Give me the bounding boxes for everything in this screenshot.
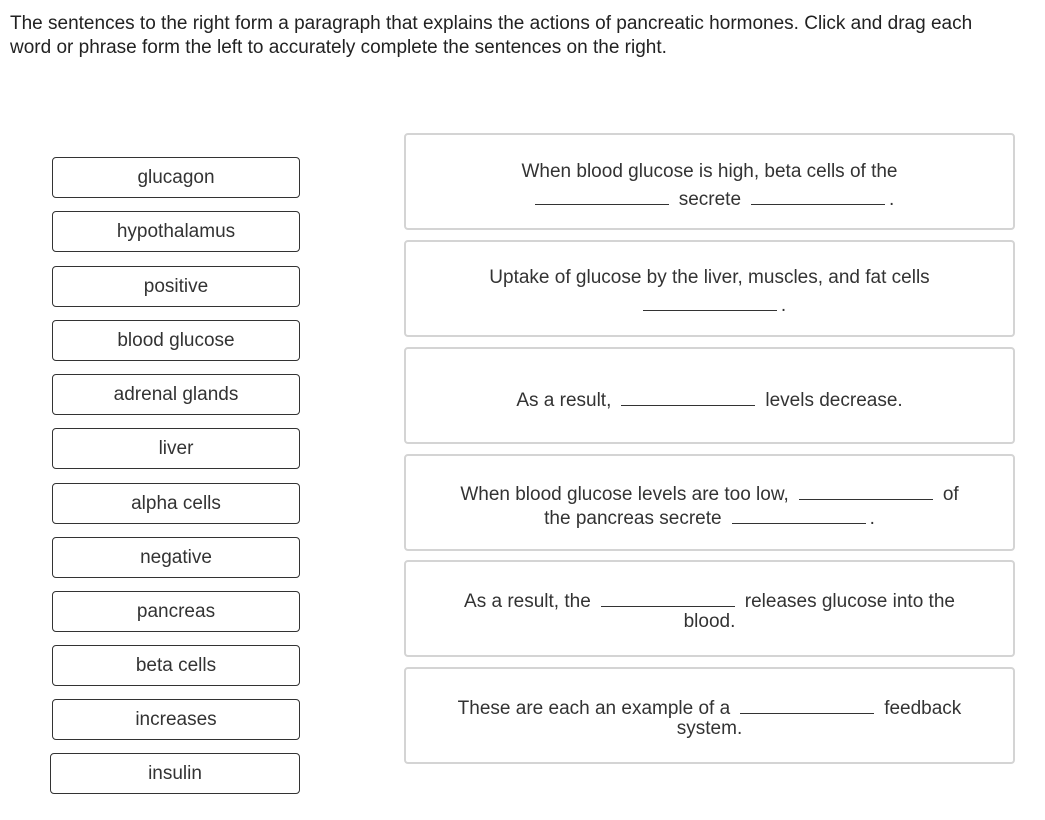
sentence-text: levels decrease. xyxy=(765,390,903,411)
sentence-text: blood. xyxy=(683,611,736,632)
word-chip-glucagon[interactable] xyxy=(52,157,300,198)
sentence-text: system. xyxy=(676,718,743,739)
drop-blank[interactable] xyxy=(643,290,777,311)
word-chip-hypothalamus[interactable] xyxy=(52,211,300,252)
word-chip-positive[interactable] xyxy=(52,266,300,307)
sentence-text: As a result, the xyxy=(464,591,591,612)
word-chip-label: pancreas xyxy=(136,600,216,622)
word-chip-label: liver xyxy=(158,437,194,459)
word-chip-label: positive xyxy=(143,275,209,297)
word-chip-beta-cells[interactable] xyxy=(52,645,300,686)
sentence-text: . xyxy=(889,189,895,210)
word-chip-label: blood glucose xyxy=(117,329,235,351)
drop-blank[interactable] xyxy=(751,184,885,205)
word-chip-liver[interactable] xyxy=(52,428,300,469)
sentence-box-4 xyxy=(404,454,1015,551)
sentence-box-2 xyxy=(404,240,1015,337)
drop-blank[interactable] xyxy=(732,503,866,524)
sentence-text: . xyxy=(780,295,787,316)
word-chip-label: beta cells xyxy=(135,654,217,676)
sentence-box-6 xyxy=(404,667,1015,764)
sentence-text: feedback xyxy=(884,698,962,719)
word-chip-label: adrenal glands xyxy=(113,383,239,405)
sentence-box-5 xyxy=(404,560,1015,657)
sentence-text: . xyxy=(869,508,875,529)
sentence-text: When blood glucose levels are too low, xyxy=(460,484,789,505)
word-chip-negative[interactable] xyxy=(52,537,300,578)
drop-blank[interactable] xyxy=(621,385,755,406)
sentence-text: of xyxy=(942,484,959,505)
word-chip-alpha-cells[interactable] xyxy=(52,483,300,524)
sentence-text: These are each an example of a xyxy=(457,698,731,719)
word-chip-label: hypothalamus xyxy=(116,220,236,242)
sentence-text: secrete xyxy=(678,189,742,210)
sentence-text: When blood glucose is high, beta cells of the xyxy=(521,161,898,182)
instructions-text: The sentences to the right form a paragraph that explains the actions of pancreatic hormones. Click and drag each word or phrase form the left to accurately complete the sentences on the right. xyxy=(10,13,973,58)
sentence-text: Uptake of glucose by the liver, muscles, and fat cells xyxy=(489,267,930,288)
sentence-box-1 xyxy=(404,133,1015,230)
word-chip-increases[interactable] xyxy=(52,699,300,740)
sentence-text: releases glucose into the xyxy=(744,591,955,612)
word-chip-adrenal-glands[interactable] xyxy=(52,374,300,415)
drop-blank[interactable] xyxy=(535,184,669,205)
word-chip-label: alpha cells xyxy=(131,492,221,514)
word-chip-label: insulin xyxy=(148,762,202,784)
sentence-text: As a result, xyxy=(516,390,612,411)
word-chip-insulin[interactable] xyxy=(50,753,300,794)
word-chip-blood-glucose[interactable] xyxy=(52,320,300,361)
sentence-text: the pancreas secrete xyxy=(544,508,722,529)
word-chip-label: increases xyxy=(135,708,217,730)
drop-blank[interactable] xyxy=(799,479,933,500)
drop-blank[interactable] xyxy=(601,586,735,607)
word-chip-pancreas[interactable] xyxy=(52,591,300,632)
word-chip-label: glucagon xyxy=(137,166,215,188)
word-chip-label: negative xyxy=(140,546,212,568)
sentence-box-3 xyxy=(404,347,1015,444)
drop-blank[interactable] xyxy=(740,693,874,714)
